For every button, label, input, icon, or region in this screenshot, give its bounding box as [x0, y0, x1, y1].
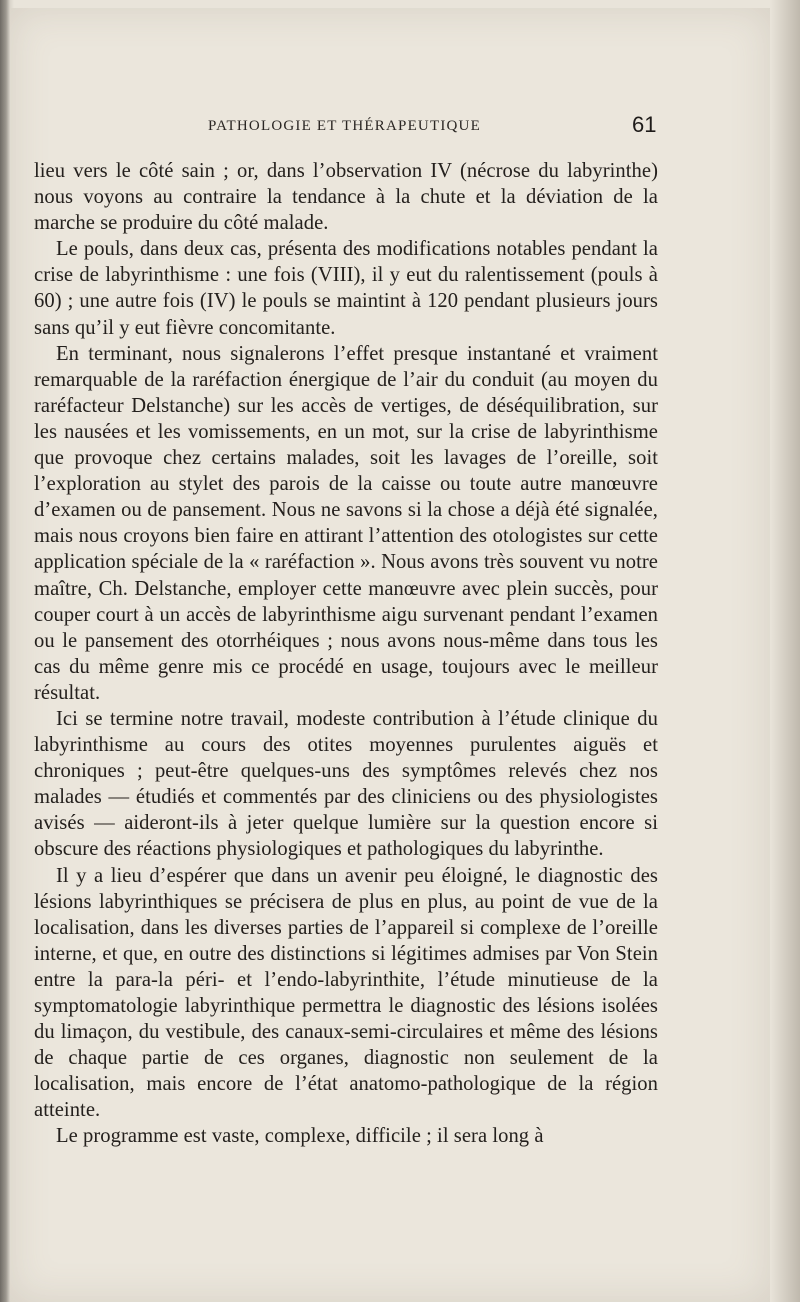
paragraph-1: lieu vers le côté sain ; or, dans l’observation IV (nécrose du labyrinthe) nous voyons au contraire la tendance à la chute et la déviation de la marche se produire du côté malade.	[34, 160, 658, 235]
paragraph-3: En terminant, nous signalerons l’effet presque instantané et vraiment remarquable de la raréfaction énergique de l’air du conduit (au moyen du raréfacteur Delstanche) sur les accès de vertiges, de déséquilibration, sur les nausées et les vomissements, en un mot, sur la crise de labyrinthisme que provoque chez certains malades, soit les lavages de l’oreille, soit l’exploration au stylet des parois de la caisse ou toute autre manœuvre d’examen ou de pansement. Nous ne savons si la chose a déjà été signalée, mais nous croyons bien faire en attirant l’attention des otologistes sur cette application spéciale de la « raréfaction ». Nous avons très souvent vu notre maître, Ch. Delstanche, employer cette manœuvre avec plein succès, pour couper court à un accès de labyrinthisme aigu survenant pendant l’examen ou le pansement des otorrhéiques ; nous avons nous-même dans tous les cas du même genre mis ce procédé en usage, toujours avec le meilleur résultat.	[34, 342, 658, 704]
paragraph-4: Ici se termine notre travail, modeste contribution à l’étude clinique du labyrinthisme au cours des otites moyennes purulentes aiguës et chroniques ; peut-être quelques-uns des symptômes relevés chez nos malades — étudiés et commentés par des cliniciens ou des physiologistes avisés — aideront-ils à jeter quelque lumière sur la question encore si obscure des réactions physiologiques et pathologiques du labyrinthe.	[34, 707, 658, 861]
paragraph-2: Le pouls, dans deux cas, présenta des modifications notables pendant la crise de labyrinthisme : une fois (VIII), il y eut du ralentissement (pouls à 60) ; une autre fois (IV) le pouls se maintint à 120 pendant plusieurs jours sans qu’il y eut fièvre concomitante.	[34, 238, 658, 339]
body-text	[34, 158, 658, 1150]
page-number: 61	[632, 112, 657, 137]
paragraph-5: Il y a lieu d’espérer que dans un avenir peu éloigné, le diagnostic des lésions labyrinthiques se précisera de plus en plus, au point de vue de la localisation, dans les diverses parties de l’appareil si complexe de l’oreille interne, et que, en outre des distinctions si légitimes admises par Von Stein entre la para-la péri- et l’endo-labyrinthite, l’étude minutieuse de la symptomatologie labyrinthique permettra le diagnostic des lésions isolées du limaçon, du vestibule, des canaux-semi-circulaires et même des lésions de chaque partie de ces organes, diagnostic non seulement de la localisation, mais encore de l’état anatomo-pathologique de la région atteinte.	[34, 864, 658, 1122]
book-page	[10, 8, 770, 1302]
running-head: PATHOLOGIE ET THÉRAPEUTIQUE	[208, 118, 481, 134]
paragraph-6: Le programme est vaste, complexe, difficile ; il sera long à	[56, 1125, 544, 1148]
page-header	[200, 112, 657, 142]
page-edge-shadow	[770, 0, 800, 1302]
